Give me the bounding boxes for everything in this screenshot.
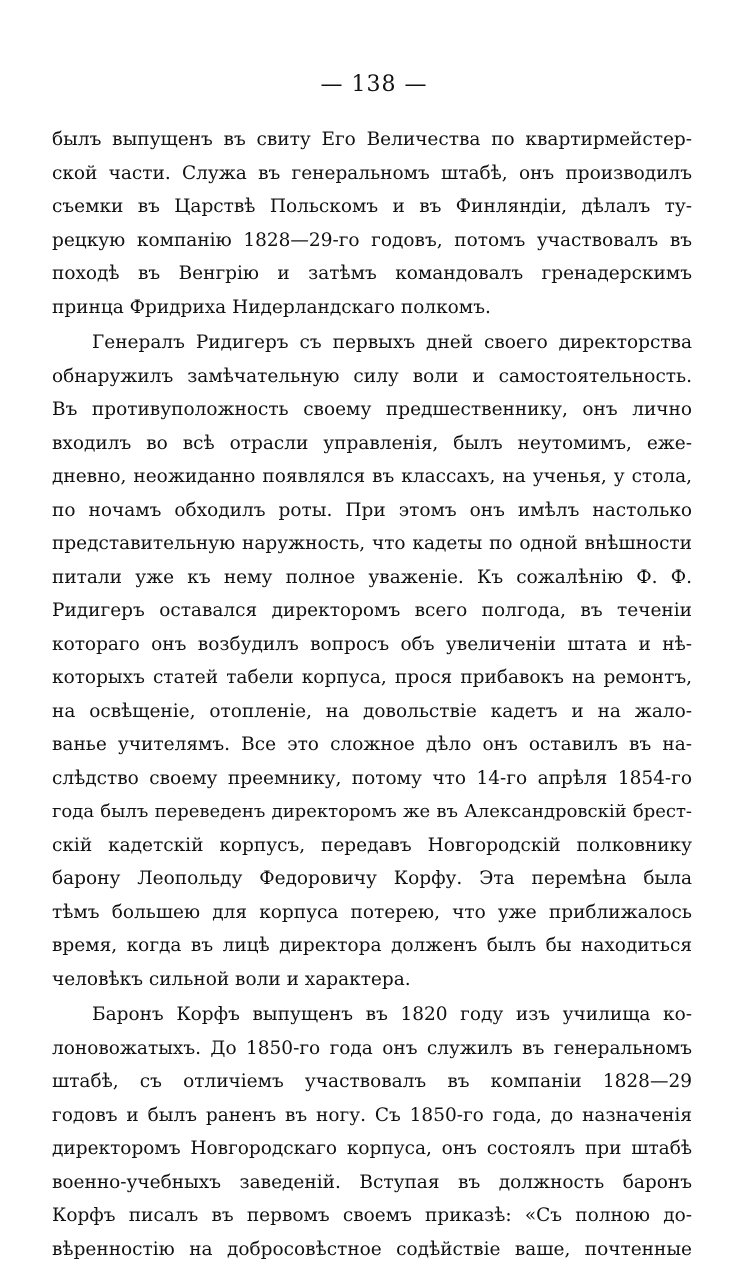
text-line: время, когда въ лицѣ директора долженъ былъ бы находиться	[52, 929, 692, 963]
text-line: Въ противуположность своему предшественнику, онъ лично	[52, 393, 692, 427]
text-line: вѣренностію на добросовѣстное содѣйствіе ваше, почтенные	[52, 1233, 692, 1266]
text-line: питали уже къ нему полное уваженіе. Къ сожалѣнію Ф. Ф.	[52, 561, 692, 595]
text-line: ванье учителямъ. Все это сложное дѣло онъ оставилъ въ на-	[52, 728, 692, 762]
text-line: съемки въ Царствѣ Польскомъ и въ Финляндіи, дѣлалъ ту-	[52, 190, 692, 224]
text-line: военно-учебныхъ заведеній. Вступая въ должность баронъ	[52, 1166, 692, 1200]
text-line: представительную наружность, что кадеты по одной внѣшности	[52, 527, 692, 561]
text-line: котораго онъ возбудилъ вопросъ объ увеличеніи штата и нѣ-	[52, 628, 692, 662]
text-line: скій кадетскій корпусъ, передавъ Новгородскій полковнику	[52, 829, 692, 863]
text-line: принца Фридриха Нидерландскаго полкомъ.	[52, 291, 692, 325]
text-line: былъ выпущенъ въ свиту Его Величества по квартирмейстер-	[52, 123, 692, 157]
text-line: годовъ и былъ раненъ въ ногу. Съ 1850-го года, до назначенія	[52, 1099, 692, 1133]
text-line: года былъ переведенъ директоромъ же въ Александровскій брест-	[52, 795, 692, 829]
text-line: рецкую компанію 1828—29-го годовъ, потомъ участвовалъ въ	[52, 224, 692, 258]
page-text	[52, 123, 692, 1266]
text-line: лоновожатыхъ. До 1850-го года онъ служилъ въ генеральномъ	[52, 1032, 692, 1066]
text-line: барону Леопольду Федоровичу Корфу. Эта перемѣна была	[52, 862, 692, 896]
text-line: по ночамъ обходилъ роты. При этомъ онъ имѣлъ настолько	[52, 494, 692, 528]
text-line: тѣмъ большею для корпуса потерею, что уже приближалось	[52, 896, 692, 930]
text-line: человѣкъ сильной воли и характера.	[52, 963, 692, 997]
text-line: ской части. Служа въ генеральномъ штабѣ, онъ производилъ	[52, 157, 692, 191]
text-line: Генералъ Ридигеръ съ первыхъ дней своего директорства	[52, 326, 692, 360]
text-line: обнаружилъ замѣчательную силу воли и самостоятельность.	[52, 360, 692, 394]
page-number: — 138 —	[0, 70, 748, 100]
text-line: дневно, неожиданно появлялся въ классахъ, на ученья, у стола,	[52, 460, 692, 494]
text-line: Баронъ Корфъ выпущенъ въ 1820 году изъ училища ко-	[52, 998, 692, 1032]
text-line: директоромъ Новгородскаго корпуса, онъ состоялъ при штабѣ	[52, 1132, 692, 1166]
text-line: на освѣщеніе, отопленіе, на довольствіе кадетъ и на жало-	[52, 695, 692, 729]
text-line: слѣдство своему преемнику, потому что 14-го апрѣля 1854-го	[52, 762, 692, 796]
text-line: Ридигеръ оставался директоромъ всего полгода, въ теченіи	[52, 594, 692, 628]
text-line: штабѣ, съ отличіемъ участвовалъ въ компаніи 1828—29	[52, 1065, 692, 1099]
text-line: которыхъ статей табели корпуса, прося прибавокъ на ремонтъ,	[52, 661, 692, 695]
text-line: Корфъ писалъ въ первомъ своемъ приказѣ: «Съ полною до-	[52, 1199, 692, 1233]
text-line: походѣ въ Венгрію и затѣмъ командовалъ гренадерскимъ	[52, 257, 692, 291]
text-line: входилъ во всѣ отрасли управленія, былъ неутомимъ, еже-	[52, 427, 692, 461]
